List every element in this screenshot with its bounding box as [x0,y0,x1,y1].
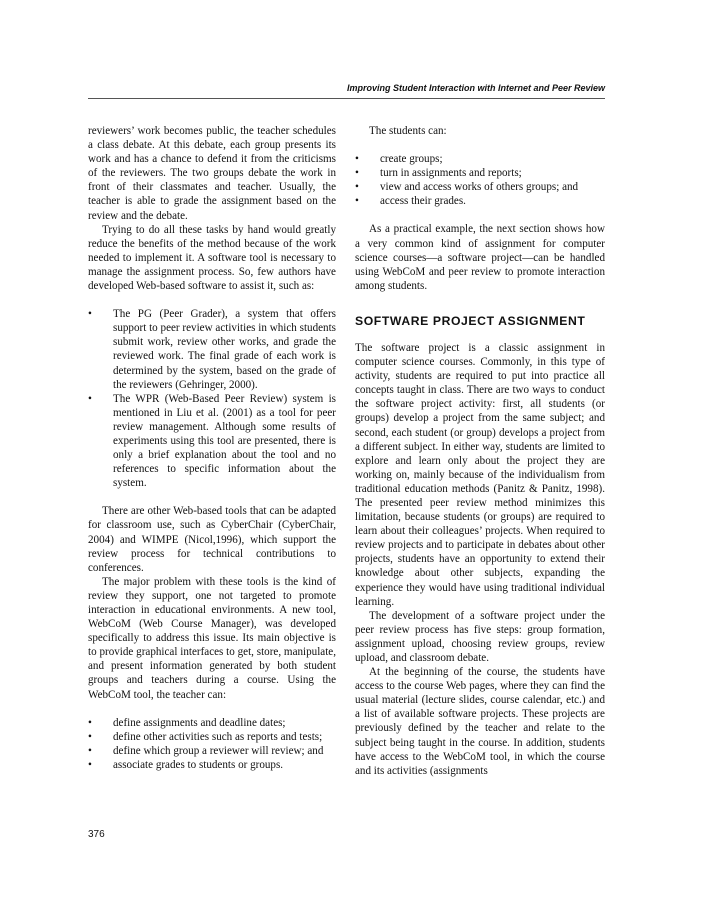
list-item-text: associate grades to students or groups. [113,758,284,771]
students-can-list [355,152,605,208]
spacer [355,329,605,341]
list-item [355,166,605,180]
list-item-wpr [88,392,336,491]
bullet: • [88,730,92,743]
running-header: Improving Student Interaction with Internet and Peer Review [346,83,605,93]
bullet: • [88,716,92,729]
bullet: • [355,181,359,194]
bullet: • [88,744,92,757]
spacer [355,208,605,222]
left-column [88,124,336,772]
list-item [355,180,605,194]
list-item-text: turn in assignments and reports; [380,167,522,180]
list-item-pg [88,307,336,392]
list-item [355,152,605,166]
paragraph-beginning-of-course: At the beginning of the course, the students have access to the course Web pages, where they can find the usual material (lecture slides, course calendar, etc.) and a list of available software projects. These projects are previously defined by the teacher and relate to the subject being taught in the course. In addition, students have access to the WebCoM tool, in which the course and its activities (assignments [355,666,605,777]
list-item-text: view and access works of others groups; and [380,181,579,194]
right-column [355,124,605,778]
list-item [88,716,336,730]
list-item-text: create groups; [380,153,443,166]
bullet: • [88,758,92,771]
list-item-text: The WPR (Web-Based Peer Review) system is mentioned in Liu et al. (2001) as a tool for peer review management. Although some results of experiments using this tool are presented, there is only a brief explanation about the tool and no references to specific information about the system. [113,392,336,490]
paragraph-other-tools: There are other Web-based tools that can be adapted for classroom use, such as CyberChair (CyberChair, 2004) and WIMPE (Nicol,1996), which support the review process for technical contributions to conferences. [88,505,336,574]
list-item-text: access their grades. [380,195,466,208]
list-item-text: The PG (Peer Grader), a system that offers support to peer review activities in which students submit work, review other works, and grade the reviewed work. The final grade of each work is determined by the system, based on the grade of the reviewers (Gehringer, 2000). [113,308,336,391]
list-item-text: define assignments and deadline dates; [113,716,286,729]
bullet: • [355,195,359,208]
list-item [88,744,336,758]
list-item-text: define which group a reviewer will review; and [113,744,324,757]
paragraph-reviewers-work: reviewers’ work becomes public, the teacher schedules a class debate. At this debate, each group presents its work and has a chance to defend it from the criticisms of the reviewers. The two groups debate the work in front of their classmates and teacher. Usually, the teacher is able to grade the assignment based on the review and the debate. [88,125,336,222]
list-item [355,194,605,208]
list-item [88,730,336,744]
spacer [355,138,605,152]
bullet: • [88,392,92,405]
header-rule [88,98,605,99]
spacer [88,293,336,307]
list-item-text: define other activities such as reports and tests; [113,730,323,743]
bullet: • [355,167,359,180]
bullet: • [88,308,92,321]
list-item [88,758,336,772]
spacer [88,702,336,716]
paragraph-software-project: The software project is a classic assignment in computer science courses. Commonly, in this type of activity, students are required to put into practice all concepts taught in class. There are two ways to conduct the software project activity: first, all students (or groups) develop a project from the same subject; and second, each student (or group) develops a project from a different subject. In either way, students are limited to explore and learn only about the project they are working on, mainly because of the individualism from traditional education methods (Panitz & Panitz, 1998). The presented peer review method minimizes this limitation, because students (or groups) are required to learn about their colleagues’ projects. When required to review projects and to participate in debates about other projects, students have an opportunity to extend their knowledge about other subjects, expanding the experience they would have using traditional individual learning. [355,341,605,608]
teacher-can-list [88,716,336,772]
page-number: 376 [88,829,105,840]
students-intro: The students can: [369,125,447,137]
section-heading: SOFTWARE PROJECT ASSIGNMENT [355,313,586,328]
paragraph-practical-example: As a practical example, the next section shows how a very common kind of assignment for computer science courses—a software project—can be handled using WebCoM and peer review to promote interaction among students. [355,223,605,292]
paragraph-major-problem: The major problem with these tools is the kind of review they support, one not targeted to promote interaction in educational environments. A new tool, WebCoM (Web Course Manager), was developed specifically to address this issue. Its main objective is to provide graphical interfaces to get, store, manipulate, and present information generated by both student groups and teachers during a course. Using the WebCoM tool, the teacher can: [88,575,336,701]
paragraph-by-hand: Trying to do all these tasks by hand would greatly reduce the benefits of the method because of the work needed to implement it. A software tool is necessary to manage the assignment process. So, few authors have developed Web-based software to assist it, such as: [88,223,336,293]
spacer [88,490,336,504]
paragraph-development: The development of a software project under the peer review process has five steps: group formation, assignment upload, choosing review groups, review upload, and classroom debate. [355,609,605,664]
spacer [355,293,605,313]
bullet: • [355,153,359,166]
tools-list [88,307,336,490]
